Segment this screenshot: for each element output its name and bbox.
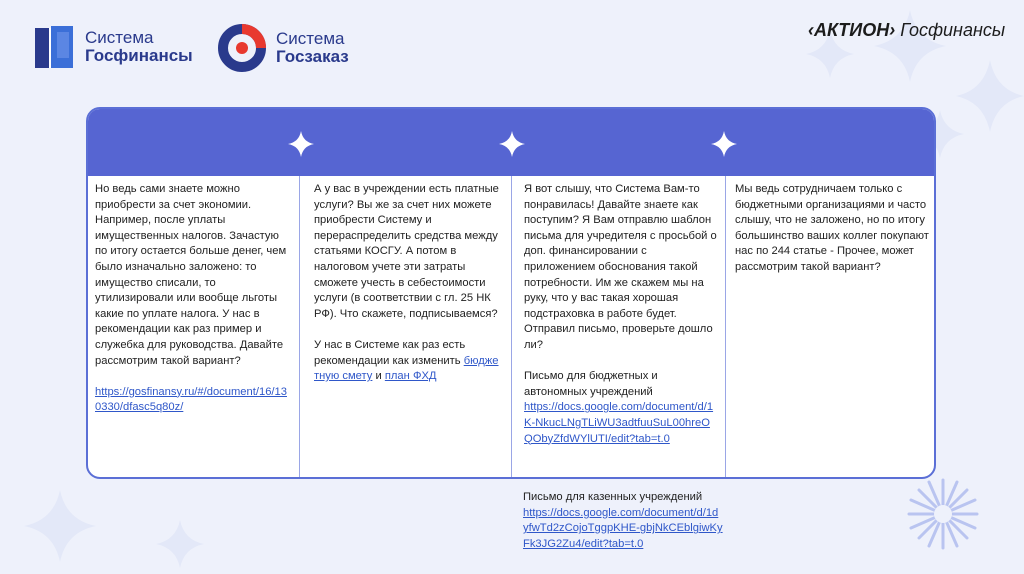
column2-and: и: [372, 370, 385, 383]
sparkle-icon: [288, 131, 314, 157]
aktion-brand-logo: [808, 20, 1005, 41]
background-star-decoration-bottom: [0, 470, 300, 574]
table-column-1: [88, 176, 300, 477]
budget-letter-link[interactable]: https://docs.google.com/document/d/1K-NkucLNgTLiWU3adtfuuSuL00hreOQObyZfdWYlUTI/edit?tab=t.0: [524, 401, 714, 445]
script-table: [86, 107, 936, 479]
table-column-3: [512, 176, 726, 477]
aktion-brand-part1: ‹АКТИОН›: [808, 20, 896, 40]
budget-estimate-link[interactable]: бюджетную смету: [314, 354, 499, 383]
goszakaz-logo: [216, 22, 349, 74]
table-column-2: [300, 176, 512, 477]
logo1-line1: Система: [85, 28, 154, 48]
treasury-letter-link[interactable]: https://docs.google.com/document/d/1dyfwTd2zCojoTggpKHE-gbjNkCEblgiwKyFk3JG2Zu4/edit?tab=t.0: [523, 506, 723, 550]
fhd-plan-link[interactable]: план ФХД: [384, 370, 437, 383]
column3-overflow: [523, 490, 723, 552]
aktion-brand-part2: Госфинансы: [895, 20, 1006, 40]
column3-text: Я вот слышу, что Система Вам-то понравилась! Давайте знаете как поступим? Я Вам отправлю шаблон письма для учредителя с просьбой о доп. финансировании с приложением обоснования такой потребности. Им же скажем мы на руку, что у вас такая хорошая подстраховка в работе будет. Отправил письмо, проверьте дошло ли?: [524, 183, 717, 351]
column3-text2: Письмо для бюджетных и автономных учреждений: [524, 370, 658, 398]
table-header-row: [88, 109, 934, 176]
column1-text: Но ведь сами знаете можно приобрести за счет экономии. Например, после уплаты имущественных налогов. Зачастую по итогу остается больше денег, чем было изначально заложено: то имущество списали, то утилизировали или вообще льготы какие по уплате налога. У нас в рекомендации как раз пример и служебка для руководства. Давайте рассмотрим такой вариант?: [95, 183, 287, 367]
sparkle-icon: [499, 131, 525, 157]
column3-text3: Письмо для казенных учреждений: [523, 491, 703, 503]
sparkle-icon: [711, 131, 737, 157]
gosfinansy-logo: [35, 24, 193, 70]
column1-link[interactable]: https://gosfinansy.ru/#/document/16/130330/dfasc5q80z/: [95, 385, 287, 414]
logo2-line2: Госзаказ: [276, 47, 349, 66]
goszakaz-ring-icon: [216, 22, 268, 74]
logo2-line1: Система: [276, 29, 345, 49]
logo1-line2: Госфинансы: [85, 46, 193, 65]
column4-text: Мы ведь сотрудничаем только с бюджетными организациями и часто слышу, что не заложено, но по итогу большинство ваших коллег покупают нас по 244 статье - Прочее, может рассмотрим такой вариант?: [735, 183, 929, 273]
burst-decoration-icon: [905, 476, 981, 552]
column2-text2: У нас в Системе как раз есть рекомендации как изменить: [314, 338, 466, 367]
table-column-4: [726, 176, 936, 477]
book-icon: [35, 24, 75, 70]
column2-text: А у вас в учреждении есть платные услуги? Вы же за счет них можете приобрести Систему и перераспределить средства между статьями КОСГУ. А потом в налоговом учете эти затраты сможете учесть в себестоимости услуги (в соответствии с гл. 25 НК РФ). Что скажете, подписываемся?: [314, 183, 499, 320]
